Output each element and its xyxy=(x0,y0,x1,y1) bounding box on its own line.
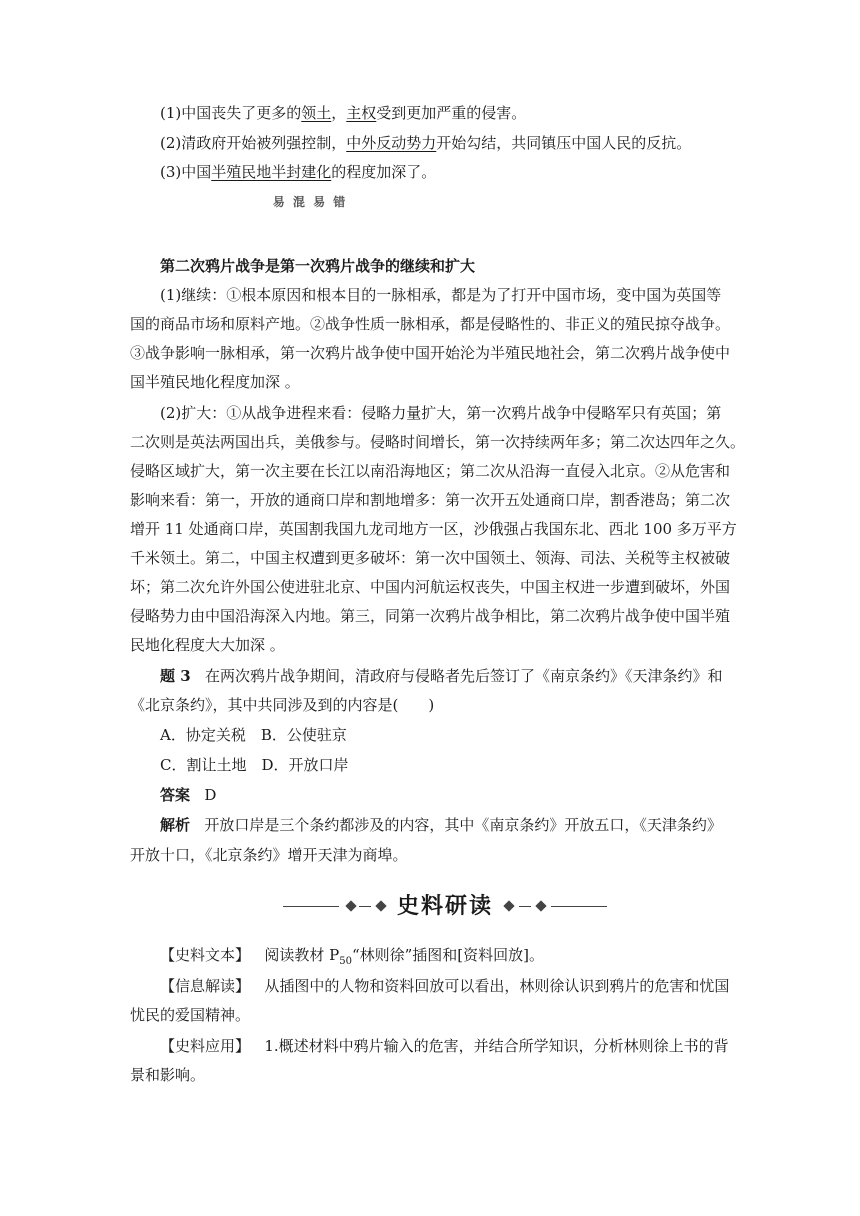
diamond-icon xyxy=(503,900,514,911)
text: (2)清政府开始被列强控制， xyxy=(160,134,347,152)
info-text: 从插图中的人物和资料回放可以看出，林则徐认识到鸦片的危害和忧国 xyxy=(264,977,730,995)
text: (1)中国丧失了更多的 xyxy=(160,104,302,122)
list-item-3 xyxy=(160,162,436,182)
section-banner xyxy=(283,890,607,924)
apply-text: 1.概述材料中鸦片输入的危害，并结合所学知识，分析林则徐上书的背 xyxy=(264,1037,729,1055)
paragraph-line: 民地化程度大大加深 。 xyxy=(130,636,285,654)
underlined-term: 主权 xyxy=(346,104,377,122)
list-item-1 xyxy=(160,103,526,123)
banner-rule-right xyxy=(551,906,607,907)
banner-rule-left xyxy=(283,906,339,907)
section-heading: 第二次鸦片战争是第一次鸦片战争的继续和扩大 xyxy=(160,257,476,275)
answer-label: 答案 xyxy=(160,786,191,804)
analysis-line-1 xyxy=(160,815,722,835)
paragraph-line: 影响来看：第一，开放的通商口岸和割地增多：第一次开五处通商口岸，割香港岛；第二次 xyxy=(130,491,731,509)
text: (3)中国 xyxy=(160,163,212,181)
paragraph-line: 国半殖民地化程度加深 。 xyxy=(130,373,300,391)
page-number: 50 xyxy=(339,956,352,967)
underlined-term: 领土 xyxy=(301,104,332,122)
diamond-icon xyxy=(375,900,386,911)
source-text: “林则徐”插图和[资料回放]。 xyxy=(351,946,544,964)
answer-line xyxy=(160,785,216,805)
paragraph-line: 国的商品市场和原料产地。②战争性质一脉相承，都是侵略性的、非正义的殖民掠夺战争。 xyxy=(130,315,731,333)
info-label: 【信息解读】 xyxy=(160,977,251,995)
text: 开始勾结，共同镇压中国人民的反抗。 xyxy=(436,134,692,152)
analysis-text: 开放口岸是三个条约都涉及的内容，其中《南京条约》开放五口，《天津条约》 xyxy=(204,816,722,834)
source-text: 阅读教材 P xyxy=(264,946,340,964)
text: ， xyxy=(331,104,347,122)
underlined-term: 中外反动势力 xyxy=(346,134,437,152)
paragraph-line: (2)扩大：①从战争进程来看：侵略力量扩大，第一次鸦片战争中侵略军只有英国；第 xyxy=(160,404,722,422)
question-text: 在两次鸦片战争期间，清政府与侵略者先后签订了《南京条约》《天津条约》和 xyxy=(204,667,723,685)
paragraph-line: (1)继续：①根本原因和根本目的一脉相承，都是为了打开中国市场，变中国为英国等 xyxy=(160,286,722,304)
analysis-label: 解析 xyxy=(160,816,191,834)
options-row-2: C．割让土地 D．开放口岸 xyxy=(160,756,349,774)
paragraph-line: 坏；第二次允许外国公使进驻北京、中国内河航运权丧失，中国主权进一步遭到破坏，外国 xyxy=(130,578,731,596)
source-text-line xyxy=(160,945,544,972)
paragraph-line: 增开 11 处通商口岸，英国割我国九龙司地方一区，沙俄强占我国东北、西北 100 多万平方 xyxy=(130,520,737,538)
paragraph-line: ③战争影响一脉相承，第一次鸦片战争使中国开始沦为半殖民地社会，第二次鸦片战争使中 xyxy=(130,344,731,362)
diamond-icon xyxy=(345,900,356,911)
source-text-label: 【史料文本】 xyxy=(160,946,251,964)
paragraph-line: 侵略区域扩大，第一次主要在长江以南沿海地区；第二次从沿海一直侵入北京。②从危害和 xyxy=(130,462,731,480)
options-row-1: A．协定关税 B．公使驻京 xyxy=(160,726,347,744)
paragraph-line: 二次则是英法两国出兵，美俄参与。侵略时间增长，第一次持续两年多；第二次达四年之久。 xyxy=(130,433,746,451)
text: 受到更加严重的侵害。 xyxy=(376,104,527,122)
text: 的程度加深了。 xyxy=(331,163,437,181)
list-item-2 xyxy=(160,133,691,153)
info-line-1 xyxy=(160,976,729,996)
apply-label: 【史料应用】 xyxy=(160,1037,251,1055)
diamond-icon xyxy=(535,900,546,911)
answer-value: D xyxy=(204,786,217,804)
analysis-line-2: 开放十口，《北京条约》增开天津为商埠。 xyxy=(130,846,408,864)
banner-rule-right-short xyxy=(519,906,531,907)
apply-line-1 xyxy=(160,1036,729,1056)
section-tag: 易 混 易 错 xyxy=(272,195,348,209)
underlined-term: 半殖民地半封建化 xyxy=(211,163,332,181)
paragraph-line: 千米领土。第二，中国主权遭到更多破坏：第一次中国领土、领海、司法、关税等主权被破 xyxy=(130,549,731,567)
info-line-2: 忧民的爱国精神。 xyxy=(130,1006,251,1024)
question-line-1 xyxy=(160,666,723,686)
paragraph-line: 侵略势力由中国沿海深入内地。第三，同第一次鸦片战争相比，第二次鸦片战争使中国半殖 xyxy=(130,607,731,625)
banner-rule-left-short xyxy=(359,906,371,907)
apply-line-2: 景和影响。 xyxy=(130,1066,206,1084)
question-line-2: 《北京条约》，其中共同涉及到的内容是( ) xyxy=(130,696,435,714)
question-label: 题 3 xyxy=(160,667,191,685)
banner-title: 史料研读 xyxy=(396,894,493,919)
